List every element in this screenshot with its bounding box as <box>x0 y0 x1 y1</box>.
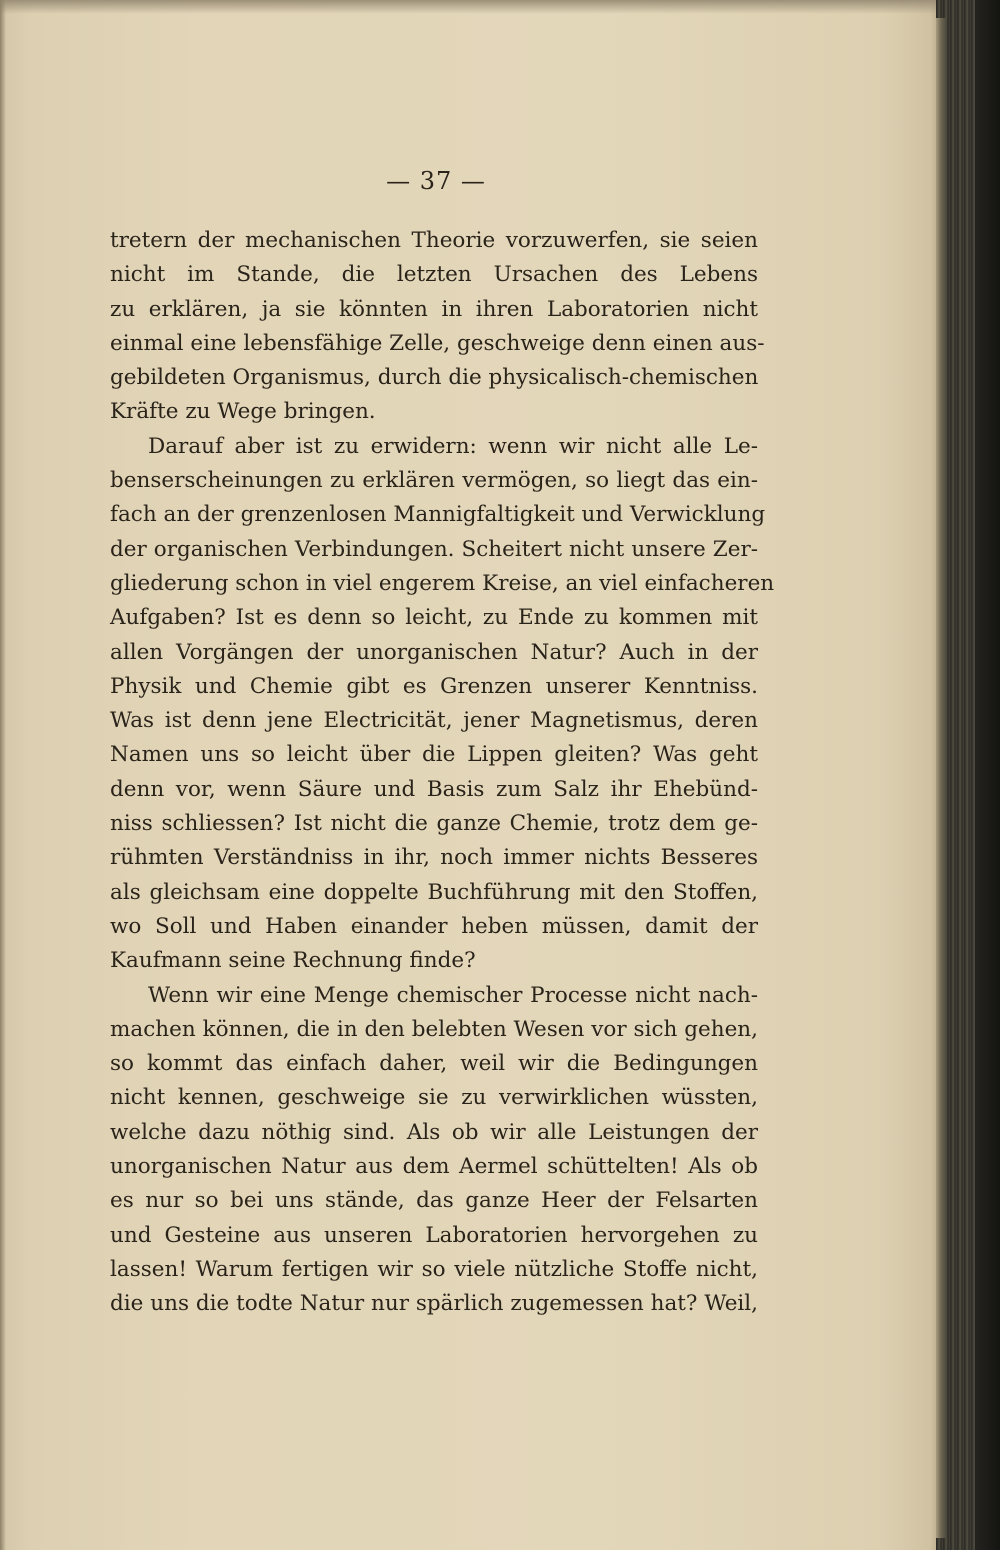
text-line: die uns die todte Natur nur spärlich zugemessen hat? Weil, <box>110 1291 758 1317</box>
text-line: niss schliessen? Ist nicht die ganze Chemie, trotz dem ge- <box>110 811 758 837</box>
text-line: Aufgaben? Ist es denn so leicht, zu Ende zu kommen mit <box>110 605 758 631</box>
text-line: Physik und Chemie gibt es Grenzen unserer Kenntniss. <box>110 673 758 699</box>
text-line: so kommt das einfach daher, weil wir die Bedingungen <box>110 1051 758 1077</box>
text-line: unorganischen Natur aus dem Aermel schüttelten! Als ob <box>110 1154 758 1180</box>
text-line: als gleichsam eine doppelte Buchführung mit den Stoffen, <box>110 879 758 905</box>
text-line: gebildeten Organismus, durch die physicalisch-chemischen <box>110 365 759 391</box>
text-line: und Gesteine aus unseren Laboratorien hervorgehen zu <box>110 1222 758 1248</box>
text-line: Wenn wir eine Menge chemischer Processe nicht nach- <box>148 982 758 1008</box>
book-edge-highlight <box>936 18 946 1538</box>
text-line: tretern der mechanischen Theorie vorzuwerfen, sie seien <box>110 228 758 253</box>
text-line: Kräfte zu Wege bringen. <box>110 399 376 425</box>
text-line: Kaufmann seine Rechnung finde? <box>110 948 476 974</box>
text-line: der organischen Verbindungen. Scheitert nicht unsere Zer- <box>110 536 758 562</box>
book-cover-edge <box>975 0 1000 1550</box>
body-text <box>110 224 775 1322</box>
text-line: machen können, die in den belebten Wesen vor sich gehen, <box>110 1016 758 1042</box>
text-line: zu erklären, ja sie könnten in ihren Laboratorien nicht <box>110 296 758 322</box>
text-line: denn vor, wenn Säure und Basis zum Salz ihr Ehebünd- <box>110 776 758 802</box>
text-line: wo Soll und Haben einander heben müssen, damit der <box>110 913 758 939</box>
text-line: benserscheinungen zu erklären vermögen, so liegt das ein- <box>110 468 758 494</box>
text-line: Darauf aber ist zu erwidern: wenn wir nicht alle Le- <box>148 433 758 459</box>
text-line: Was ist denn jene Electricität, jener Magnetismus, deren <box>110 708 758 734</box>
text-line: Namen uns so leicht über die Lippen gleiten? Was geht <box>110 742 758 768</box>
text-line: nicht kennen, geschweige sie zu verwirklichen wüssten, <box>110 1085 758 1111</box>
text-line: fach an der grenzenlosen Mannigfaltigkeit und Verwicklung <box>110 502 766 528</box>
text-line: rühmten Verständniss in ihr, noch immer nichts Besseres <box>110 845 758 871</box>
text-line: gliederung schon in viel engerem Kreise, an viel einfacheren <box>110 570 775 596</box>
page-left-edge <box>0 0 6 1550</box>
text-line: lassen! Warum fertigen wir so viele nützliche Stoffe nicht, <box>110 1256 758 1282</box>
text-line: es nur so bei uns stände, das ganze Heer der Felsarten <box>110 1188 758 1214</box>
text-line: einmal eine lebensfähige Zelle, geschweige denn einen aus- <box>110 330 765 356</box>
page-number: — 37 — <box>386 167 486 195</box>
text-line: welche dazu nöthig sind. Als ob wir alle Leistungen der <box>110 1119 758 1145</box>
text-line: allen Vorgängen der unorganischen Natur? Auch in der <box>110 639 758 665</box>
page-top-shadow <box>0 0 1000 14</box>
text-line: nicht im Stande, die letzten Ursachen des Lebens <box>110 262 758 288</box>
